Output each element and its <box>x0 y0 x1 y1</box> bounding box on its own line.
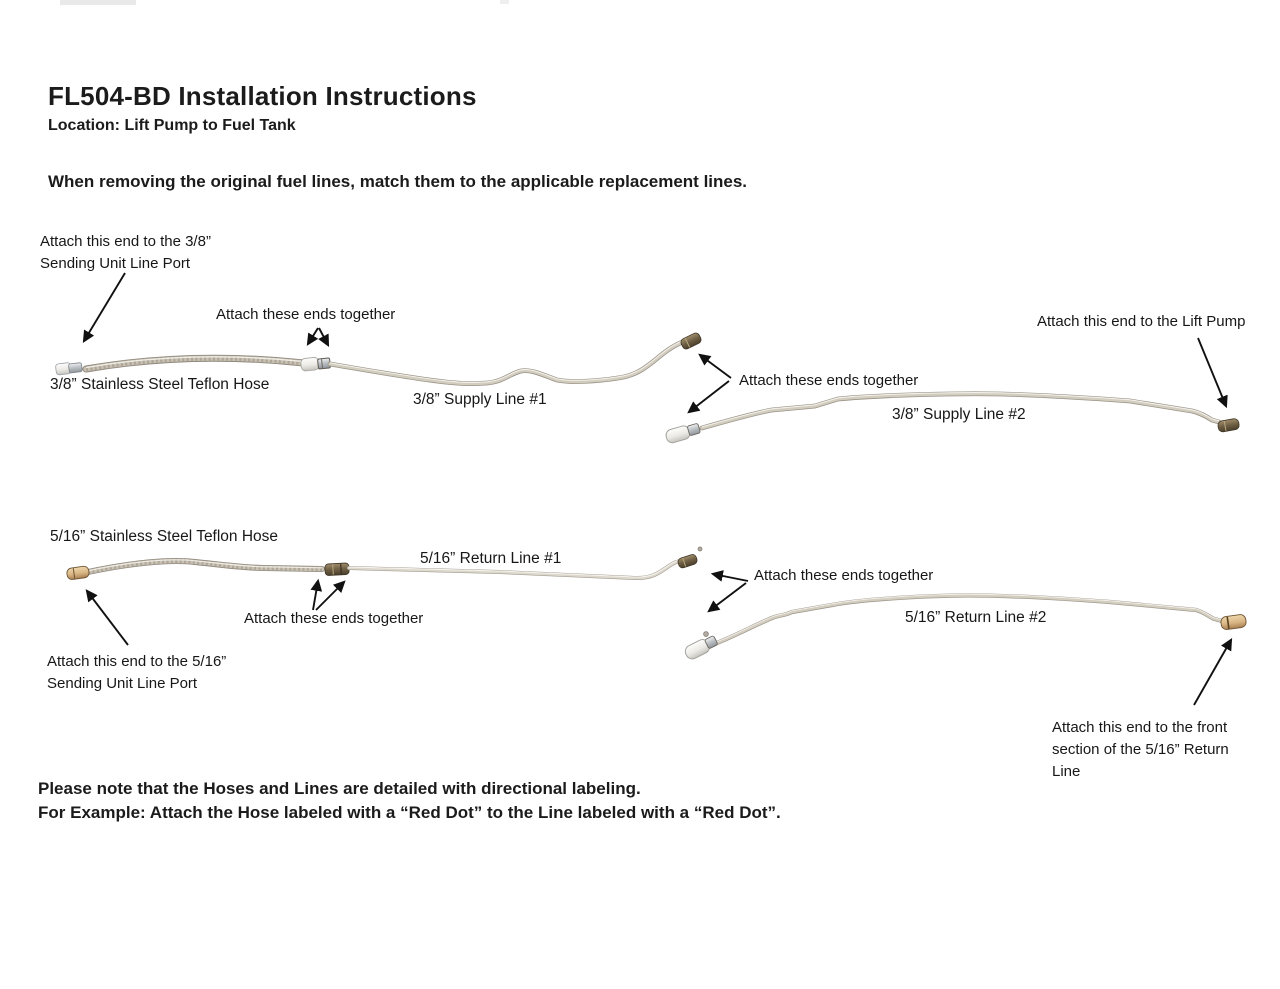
intro-instruction: When removing the original fuel lines, match them to the applicable replacement lines. <box>48 172 748 191</box>
arrow-to-front-return-end <box>1194 640 1231 705</box>
hose-5-16-junction-fitting <box>325 563 350 576</box>
annotation-line: Attach this end to the 3/8” <box>40 233 211 250</box>
annotation-supply-sending-unit <box>40 231 211 275</box>
loose-washer-dot <box>704 632 709 637</box>
annotation-return-sending-unit <box>47 651 226 695</box>
arrow-join-return-lower <box>709 583 746 611</box>
annotation-line: Attach this end to the 5/16” <box>47 653 227 670</box>
scan-artifact <box>60 0 1280 5</box>
arrow-join-supply-lower <box>689 381 729 412</box>
annotation-lift-pump: Attach this end to the Lift Pump <box>1037 313 1246 330</box>
return-line-2 <box>683 594 1247 661</box>
hose-3-8-junction-fitting <box>300 356 330 371</box>
location-subtitle: Location: Lift Pump to Fuel Tank <box>48 117 296 134</box>
label-hose-3-8: 3/8” Stainless Steel Teflon Hose <box>50 376 270 393</box>
hose-5-16-end-fitting <box>66 566 89 580</box>
page-title: FL504-BD Installation Instructions <box>48 81 477 112</box>
annotation-line: Sending Unit Line Port <box>47 675 198 692</box>
annotation-line: section of the 5/16” Return <box>1052 741 1229 758</box>
label-supply-line-2: 3/8” Supply Line #2 <box>892 406 1026 423</box>
annotation-join-return-lines: Attach these ends together <box>754 567 934 584</box>
supply-line-2-end-fitting <box>1217 418 1240 432</box>
label-supply-line-1: 3/8” Supply Line #1 <box>413 391 547 408</box>
arrow-join-hose-return-right <box>316 582 344 610</box>
footer-note-line-1: Please note that the Hoses and Lines are detailed with directional labeling. <box>38 779 641 798</box>
annotation-join-hose-return: Attach these ends together <box>244 610 424 627</box>
hose-3-8-end-fitting <box>55 361 82 375</box>
annotation-join-supply-lines: Attach these ends together <box>739 372 919 389</box>
annotation-join-hose-supply: Attach these ends together <box>216 306 396 323</box>
arrow-join-return-upper <box>713 574 748 581</box>
return-line-2-end-fitting <box>1220 614 1247 630</box>
hose-3-8-stainless <box>55 356 330 375</box>
arrow-to-5-16-sending-unit-end <box>87 591 128 645</box>
annotation-arrows <box>84 273 1231 705</box>
arrow-join-hose-return-left <box>313 581 318 610</box>
arrow-join-hose-supply-left <box>308 328 318 344</box>
annotation-line: Line <box>1052 763 1081 780</box>
label-return-line-2: 5/16” Return Line #2 <box>905 609 1047 626</box>
supply-line-1-end-fitting <box>680 332 703 351</box>
label-return-line-1: 5/16” Return Line #1 <box>420 550 562 567</box>
annotation-line: Sending Unit Line Port <box>40 255 191 272</box>
annotation-front-return-section <box>1052 717 1229 783</box>
arrow-to-lift-pump-end <box>1198 338 1226 406</box>
arrow-join-hose-supply-right <box>319 328 328 345</box>
supply-line-2-start-fitting <box>665 422 701 444</box>
return-line-1-end-fitting <box>677 553 698 568</box>
supply-line-1 <box>330 332 702 384</box>
footer-note <box>38 777 781 825</box>
hose-5-16-stainless <box>66 560 349 580</box>
arrow-join-supply-upper <box>700 355 731 378</box>
annotation-line: Attach this end to the front <box>1052 719 1228 736</box>
footer-note-line-2: For Example: Attach the Hose labeled with a “Red Dot” to the Line labeled with a “Red Dot”. <box>38 803 781 822</box>
loose-washer-dot <box>698 547 702 551</box>
return-line-2-start-fitting <box>683 634 719 661</box>
label-hose-5-16: 5/16” Stainless Steel Teflon Hose <box>50 528 279 545</box>
arrow-to-3-8-sending-unit-end <box>84 273 125 341</box>
